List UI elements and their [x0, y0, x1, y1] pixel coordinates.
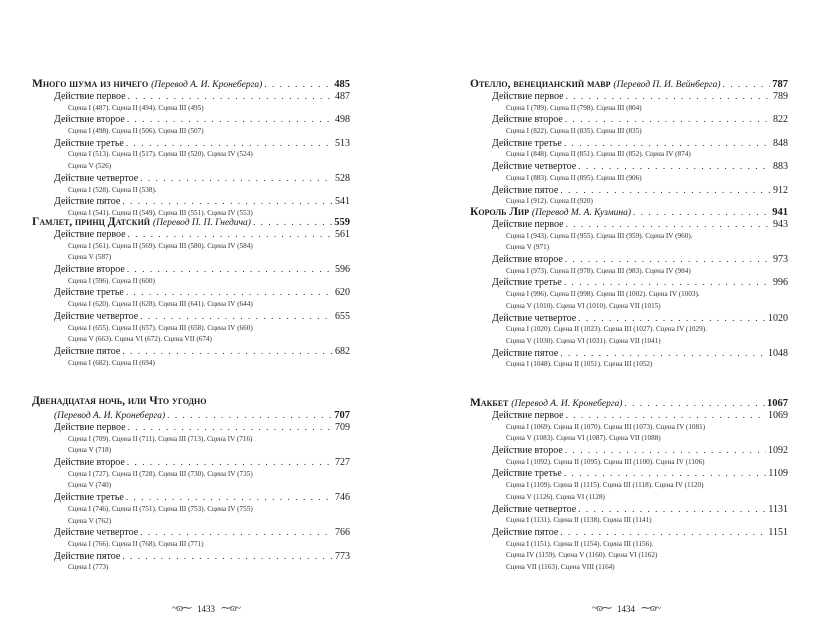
- scene-list-text: Сцена I (596). Сцена II (600): [68, 276, 155, 285]
- act-entry[interactable]: [470, 445, 788, 457]
- dot-leader: [578, 161, 771, 173]
- scene-list: [470, 515, 788, 527]
- act-label: Действие пятое: [54, 196, 121, 208]
- dot-leader: [127, 264, 333, 276]
- scene-list-text: Сцена I (1069). Сцена II (1070). Сцена III (1073). Сцена IV (1081): [506, 422, 706, 431]
- dot-leader: [565, 114, 771, 126]
- folio-number: 1434: [617, 603, 635, 614]
- translator-note: (Перевод А. И. Кронеберга): [151, 80, 263, 90]
- work-title: Двенадцатая ночь, или Что угодно: [32, 395, 207, 407]
- act-entry[interactable]: [32, 346, 350, 358]
- dot-leader: [566, 410, 766, 422]
- dot-leader: [564, 277, 771, 289]
- scene-list: [470, 103, 788, 115]
- work-title: Макбет: [470, 397, 509, 409]
- scene-list-text: Сцена I (620). Сцена II (628). Сцена III (641). Сцена IV (644): [68, 300, 253, 309]
- scene-list-text: Сцена VII (1163). Сцена VIII (1164): [506, 562, 615, 571]
- scene-list-text: Сцена IV (1159). Сцена V (1160). Сцена VI (1162): [506, 551, 658, 560]
- act-label: Действие второе: [492, 254, 563, 266]
- act-page-number: 528: [335, 172, 350, 184]
- dot-leader: [128, 422, 333, 434]
- scene-list: [32, 161, 350, 173]
- dot-leader: [560, 527, 766, 539]
- page-number-right: [592, 603, 660, 614]
- dot-leader: [126, 287, 333, 299]
- scene-list-text: Сцена I (1048). Сцена II (1051). Сцена III (1052): [506, 360, 653, 369]
- translator-note: (Перевод А. И. Кронеберга): [54, 411, 166, 421]
- scene-list: [470, 289, 788, 301]
- scene-list-text: Сцена I (848). Сцена II (851). Сцена III (852). Сцена IV (874): [506, 150, 691, 159]
- act-label: Действие второе: [492, 114, 563, 126]
- dot-leader: [566, 219, 771, 231]
- dot-leader: [565, 254, 771, 266]
- dot-leader: [127, 457, 333, 469]
- scene-list-text: Сцена V (762): [68, 516, 112, 525]
- scene-list-text: Сцена I (727). Сцена II (728). Сцена III (730). Сцена IV (735): [68, 469, 253, 478]
- scene-list-text: Сцена V (526): [68, 162, 112, 171]
- scene-list-text: Сцена I (996). Сцена II (998). Сцена III (1002). Сцена IV (1003).: [506, 290, 700, 299]
- scene-list: [470, 173, 788, 185]
- toc-entry-work: [470, 205, 788, 371]
- work-title-line[interactable]: [32, 215, 350, 229]
- act-entry[interactable]: [32, 264, 350, 276]
- act-label: Действие четвертое: [492, 161, 577, 173]
- act-page-number: 1048: [768, 347, 788, 359]
- scene-list-text: Сцена I (1109). Сцена II (1115). Сцена III (1118). Сцена IV (1120): [506, 481, 704, 490]
- scene-list: [32, 149, 350, 161]
- scene-list-text: Сцена V (1126). Сцена VI (1128): [506, 492, 605, 501]
- dot-leader: [126, 492, 333, 504]
- work-title: Много шума из ничего: [32, 78, 149, 90]
- act-entry[interactable]: [470, 161, 788, 173]
- act-page-number: 1020: [768, 312, 788, 324]
- act-entry[interactable]: [470, 504, 788, 516]
- scene-list-text: Сцена I (541). Сцена II (549). Сцена III (551). Сцена IV (553): [68, 208, 253, 217]
- dot-leader: [633, 205, 770, 219]
- dot-leader: [140, 527, 333, 539]
- act-label: Действие пятое: [54, 345, 121, 357]
- work-page-number: 559: [334, 217, 350, 228]
- act-entry[interactable]: [470, 138, 788, 150]
- scene-list: [470, 562, 788, 574]
- dot-leader: [122, 551, 333, 563]
- dot-leader: [578, 504, 766, 516]
- work-page-number: 787: [772, 79, 788, 90]
- act-label: Действие пятое: [492, 347, 559, 359]
- act-label: Действие второе: [54, 114, 125, 126]
- scene-list: [32, 299, 350, 311]
- act-entry[interactable]: [32, 138, 350, 150]
- act-label: Действие второе: [492, 445, 563, 457]
- scene-list-text: Сцена I (883). Сцена II (895). Сцена III (906): [506, 173, 642, 182]
- scene-list: [32, 252, 350, 264]
- act-entry[interactable]: [470, 410, 788, 422]
- translator-note: (Перевод П. П. Гнедича): [152, 218, 251, 228]
- dot-leader: [253, 215, 332, 229]
- scene-list: [32, 126, 350, 138]
- scene-list: [470, 359, 788, 371]
- act-label: Действие четвертое: [54, 310, 139, 322]
- scene-list-text: Сцена I (498). Сцена II (506). Сцена III (507): [68, 127, 204, 136]
- scene-list-text: Сцена V (718): [68, 446, 112, 455]
- act-entry[interactable]: [470, 277, 788, 289]
- act-entry[interactable]: [32, 551, 350, 563]
- work-page-number: 941: [772, 207, 788, 218]
- act-entry[interactable]: [470, 219, 788, 231]
- work-title-continuation[interactable]: [32, 408, 350, 422]
- dot-leader: [167, 408, 332, 422]
- dot-leader: [126, 138, 333, 150]
- work-title: Король Лир: [470, 206, 530, 218]
- act-page-number: 561: [335, 229, 350, 240]
- act-label: Действие пятое: [54, 550, 121, 562]
- toc-entry-work: [32, 394, 350, 574]
- act-page-number: 789: [773, 91, 788, 102]
- page-number-left: [172, 603, 240, 614]
- scene-list: [32, 539, 350, 551]
- act-entry[interactable]: [470, 185, 788, 197]
- act-label: Действие пятое: [492, 184, 559, 196]
- act-page-number: 766: [335, 527, 350, 539]
- act-page-number: 498: [335, 114, 350, 126]
- translator-note: (Перевод П. И. Вейнберга): [613, 80, 721, 90]
- work-title: Отелло, венецианский мавр: [470, 78, 611, 90]
- act-label: Действие первое: [54, 91, 126, 102]
- act-page-number: 1131: [768, 503, 788, 515]
- act-entry[interactable]: [32, 287, 350, 299]
- scene-list-text: Сцена V (740): [68, 481, 112, 490]
- scene-list-text: Сцена I (1092). Сцена II (1095). Сцена III (1100). Сцена IV (1106): [506, 457, 705, 466]
- scene-list: [470, 301, 788, 313]
- dot-leader: [723, 77, 771, 91]
- scene-list: [32, 241, 350, 253]
- scene-list-text: Сцена I (655). Сцена II (657). Сцена III (658). Сцена IV (660): [68, 323, 253, 332]
- scene-list-text: Сцена I (1131). Сцена II (1138). Сцена III (1141): [506, 516, 652, 525]
- ornament-icon: ⁓ɷ~: [221, 603, 240, 614]
- dot-leader: [140, 311, 333, 323]
- act-page-number: 773: [335, 550, 350, 562]
- act-page-number: 727: [335, 457, 350, 469]
- translator-note: (Перевод М. А. Кузмина): [531, 208, 632, 218]
- act-entry[interactable]: [32, 91, 350, 103]
- folio-number: 1433: [197, 603, 215, 614]
- scene-list: [470, 336, 788, 348]
- scene-list: [470, 266, 788, 278]
- act-label: Действие первое: [492, 219, 564, 230]
- scene-list-text: Сцена I (766). Сцена II (768). Сцена III (771): [68, 539, 204, 548]
- ornament-icon: ⁓ɷ~: [641, 603, 660, 614]
- work-title-line[interactable]: [470, 205, 788, 219]
- act-entry[interactable]: [32, 173, 350, 185]
- act-label: Действие четвертое: [492, 312, 577, 324]
- scene-list-text: Сцена I (561). Сцена II (569). Сцена III (580). Сцена IV (584): [68, 241, 253, 250]
- scene-list: [32, 445, 350, 457]
- act-page-number: 655: [335, 310, 350, 322]
- scene-list: [470, 457, 788, 469]
- scene-list-text: Сцена V (1083). Сцена VI (1087). Сцена VII (1088): [506, 434, 661, 443]
- scene-list-text: Сцена I (822). Сцена II (835). Сцена III (835): [506, 127, 642, 136]
- act-page-number: 996: [773, 277, 788, 289]
- scene-list-text: Сцена I (943). Сцена II (955). Сцена III (959). Сцена IV (960).: [506, 231, 693, 240]
- scene-list-text: Сцена I (682). Сцена II (694): [68, 358, 155, 367]
- work-title-line[interactable]: [32, 394, 350, 408]
- scene-list: [470, 324, 788, 336]
- scene-list-text: Сцена V (1030). Сцена VI (1031). Сцена VII (1041): [506, 336, 661, 345]
- dot-leader: [122, 346, 333, 358]
- act-page-number: 943: [773, 219, 788, 230]
- act-page-number: 487: [335, 91, 350, 102]
- toc-entry-work: [32, 77, 350, 220]
- work-title-line[interactable]: [470, 396, 788, 410]
- act-page-number: 912: [773, 184, 788, 196]
- dot-leader: [140, 173, 333, 185]
- act-entry[interactable]: [32, 196, 350, 208]
- scene-list: [32, 469, 350, 481]
- act-entry[interactable]: [32, 422, 350, 434]
- dot-leader: [264, 77, 332, 91]
- scene-list: [470, 231, 788, 243]
- scene-list: [470, 550, 788, 562]
- act-label: Действие первое: [492, 410, 564, 421]
- scene-list-text: Сцена I (513). Сцена II (517). Сцена III (520). Сцена IV (524): [68, 150, 253, 159]
- act-entry[interactable]: [470, 254, 788, 266]
- act-label: Действие третье: [492, 468, 562, 480]
- work-title-line[interactable]: [32, 77, 350, 91]
- act-entry[interactable]: [32, 527, 350, 539]
- act-label: Действие четвертое: [54, 527, 139, 539]
- act-page-number: 596: [335, 264, 350, 276]
- ornament-icon: ~ɷ⁓: [172, 603, 191, 614]
- work-title-line[interactable]: [470, 77, 788, 91]
- act-entry[interactable]: [470, 313, 788, 325]
- act-label: Действие четвертое: [54, 172, 139, 184]
- act-entry[interactable]: [32, 492, 350, 504]
- scene-list: [470, 539, 788, 551]
- act-label: Действие третье: [492, 277, 562, 289]
- act-page-number: 1151: [768, 526, 788, 538]
- act-page-number: 513: [335, 137, 350, 149]
- dot-leader: [127, 114, 333, 126]
- act-page-number: 746: [335, 492, 350, 504]
- dot-leader: [128, 91, 333, 103]
- dot-leader: [564, 468, 767, 480]
- dot-leader: [565, 445, 766, 457]
- dot-leader: [564, 138, 771, 150]
- scene-list-text: Сцена V (587): [68, 253, 112, 262]
- scene-list: [470, 433, 788, 445]
- scene-list: [32, 480, 350, 492]
- scene-list: [470, 480, 788, 492]
- act-page-number: 1092: [768, 445, 788, 457]
- scene-list-text: Сцена I (746). Сцена II (751). Сцена III (753). Сцена IV (755): [68, 504, 253, 513]
- act-label: Действие третье: [492, 137, 562, 149]
- dot-leader: [122, 196, 333, 208]
- act-label: Действие пятое: [492, 526, 559, 538]
- scene-list: [32, 516, 350, 528]
- act-label: Действие третье: [54, 492, 124, 504]
- work-title: Гамлет, принц Датский: [32, 216, 151, 228]
- act-page-number: 973: [773, 254, 788, 266]
- scene-list: [32, 562, 350, 574]
- scene-list: [32, 434, 350, 446]
- scene-list: [32, 334, 350, 346]
- scene-list-text: Сцена I (912). Сцена II (920): [506, 197, 593, 206]
- act-page-number: 541: [335, 196, 350, 208]
- scene-list: [470, 492, 788, 504]
- act-page-number: 848: [773, 137, 788, 149]
- scene-list: [470, 149, 788, 161]
- dot-leader: [624, 396, 765, 410]
- scene-list: [32, 103, 350, 115]
- work-page-number: 1067: [767, 398, 788, 409]
- act-entry[interactable]: [470, 91, 788, 103]
- scene-list-text: Сцена I (973). Сцена II (978). Сцена III (983). Сцена IV (984): [506, 266, 691, 275]
- scene-list: [32, 358, 350, 370]
- scene-list-text: Сцена I (1151). Сцена II (1154). Сцена III (1156).: [506, 539, 654, 548]
- act-page-number: 709: [335, 422, 350, 433]
- act-page-number: 620: [335, 287, 350, 299]
- act-page-number: 1069: [768, 410, 788, 421]
- work-page-number: 485: [334, 79, 350, 90]
- act-label: Действие первое: [492, 91, 564, 102]
- scene-list: [470, 126, 788, 138]
- scene-list: [32, 185, 350, 197]
- scene-list: [32, 276, 350, 288]
- act-page-number: 1109: [768, 468, 788, 480]
- scene-list: [470, 242, 788, 254]
- scene-list-text: Сцена I (789). Сцена II (798). Сцена III (804): [506, 103, 642, 112]
- act-entry[interactable]: [32, 229, 350, 241]
- ornament-icon: ~ɷ⁓: [592, 603, 611, 614]
- scene-list-text: Сцена I (528). Сцена II (538).: [68, 185, 157, 194]
- scene-list-text: Сцена I (1020). Сцена II (1023). Сцена III (1027). Сцена IV (1029).: [506, 325, 707, 334]
- act-entry[interactable]: [470, 348, 788, 360]
- dot-leader: [566, 91, 771, 103]
- act-label: Действие третье: [54, 137, 124, 149]
- act-entry[interactable]: [470, 114, 788, 126]
- act-entry[interactable]: [32, 457, 350, 469]
- act-entry[interactable]: [32, 311, 350, 323]
- act-entry[interactable]: [470, 527, 788, 539]
- act-label: Действие второе: [54, 264, 125, 276]
- toc-entry-work: [32, 215, 350, 369]
- act-entry[interactable]: [470, 468, 788, 480]
- work-page-number: 707: [334, 410, 350, 421]
- toc-entry-work: [470, 77, 788, 208]
- scene-list: [32, 323, 350, 335]
- act-label: Действие второе: [54, 457, 125, 469]
- act-page-number: 883: [773, 161, 788, 173]
- dot-leader: [560, 348, 766, 360]
- translator-note: (Перевод А. И. Кронеберга): [511, 399, 623, 409]
- scene-list: [470, 422, 788, 434]
- act-label: Действие первое: [54, 422, 126, 433]
- act-page-number: 822: [773, 114, 788, 126]
- scene-list-text: Сцена V (663). Сцена VI (672). Сцена VII (674): [68, 335, 212, 344]
- scene-list-text: Сцена V (1010). Сцена VI (1010). Сцена VII (1015): [506, 301, 661, 310]
- act-label: Действие первое: [54, 229, 126, 240]
- scene-list-text: Сцена I (487). Сцена II (494). Сцена III (495): [68, 103, 204, 112]
- scene-list: [32, 504, 350, 516]
- dot-leader: [578, 313, 766, 325]
- scene-list-text: Сцена I (709). Сцена II (711). Сцена III (713). Сцена IV (716): [68, 434, 253, 443]
- act-page-number: 682: [335, 345, 350, 357]
- scene-list-text: Сцена V (971): [506, 243, 550, 252]
- act-label: Действие четвертое: [492, 503, 577, 515]
- act-label: Действие третье: [54, 287, 124, 299]
- act-entry[interactable]: [32, 114, 350, 126]
- dot-leader: [128, 229, 333, 241]
- scene-list-text: Сцена I (773): [68, 563, 109, 572]
- dot-leader: [560, 185, 771, 197]
- toc-entry-work: [470, 396, 788, 574]
